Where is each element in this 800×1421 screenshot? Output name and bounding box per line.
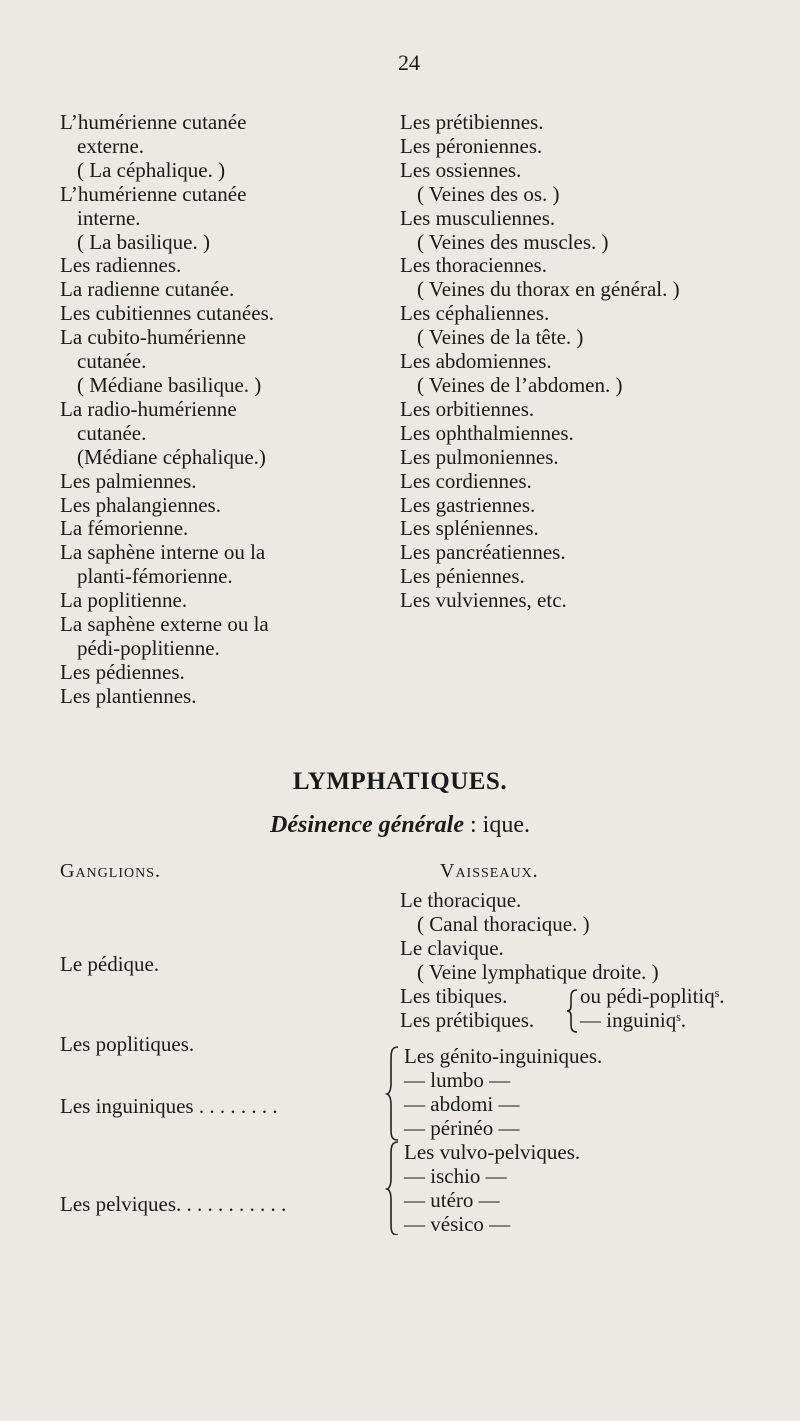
text-line: Les péroniennes. — [400, 133, 543, 158]
text-line: cutanée. — [77, 349, 147, 374]
text-line: ( La céphalique. ) — [77, 157, 226, 182]
text-line: (Médiane céphalique.) — [77, 444, 266, 469]
text-line: ( Veines de l’abdomen. ) — [417, 372, 623, 397]
section-title-lymphatiques: LYMPHATIQUES. — [292, 768, 508, 795]
right-column — [400, 111, 800, 613]
text-line: ( Veines du thorax en général. ) — [417, 277, 680, 302]
text-line: Les orbitiennes. — [400, 396, 535, 421]
text-line: La fémorienne. — [60, 516, 189, 541]
text-line: Les vulviennes, etc. — [400, 588, 567, 613]
inguinaux-vessels — [404, 1045, 602, 1141]
text-line: Les palmiennes. — [60, 468, 197, 493]
text-line: interne. — [77, 205, 141, 230]
pelviques-vessels — [404, 1141, 580, 1237]
text-line: ( Veine lymphatique droite. ) — [417, 959, 659, 984]
text-line: La cubito-humérienne — [60, 325, 247, 350]
text-line: Les péniennes. — [400, 564, 525, 589]
text-line: Les phalangiennes. — [60, 492, 221, 517]
text-line: Les céphaliennes. — [400, 301, 550, 326]
vaisseaux-header: Vaisseaux. — [440, 860, 539, 882]
text-line: Les plantiennes. — [60, 683, 197, 708]
ganglion-poplitiques: Les poplitiques. — [60, 1032, 195, 1056]
text-line: Les thoraciennes. — [400, 253, 547, 278]
text-line: ( Médiane basilique. ) — [77, 372, 262, 397]
text-line: Les cubitiennes cutanées. — [60, 301, 274, 326]
text-line: — lumbo — — [404, 1067, 511, 1092]
text-line: La saphène externe ou la — [60, 612, 269, 637]
text-line: Les pancréatiennes. — [400, 540, 566, 565]
text-line: ( Veines de la tête. ) — [417, 325, 584, 350]
text-line: L’humérienne cutanée — [60, 110, 247, 134]
tibiques-note: ou pédi-poplitiqˢ. — [580, 984, 725, 1008]
text-line: — ischio — — [404, 1163, 507, 1188]
text-line: Les ossiennes. — [400, 157, 522, 182]
desinence-value: : ique. — [463, 812, 530, 838]
text-line: Les pédiennes. — [60, 659, 185, 684]
text-line: — vésico — — [404, 1211, 511, 1236]
text-line: Les musculiennes. — [400, 205, 556, 230]
text-line: Les vulvo-pelviques. — [404, 1140, 581, 1164]
text-line: La saphène interne ou la — [60, 540, 266, 565]
text-line: La radienne cutanée. — [60, 277, 235, 302]
text-line: Le thoracique. — [400, 888, 522, 912]
desinence-line — [0, 812, 800, 839]
text-line: Les pulmoniennes. — [400, 444, 559, 469]
text-line: Les cordiennes. — [400, 468, 532, 493]
ganglion-inguinaux: Les inguiniques . . . . . . . . — [60, 1094, 278, 1118]
tibiques-label: Les tibiques. — [400, 984, 508, 1008]
text-line: Les prétibiennes. — [400, 110, 544, 134]
text-line: La poplitienne. — [60, 588, 188, 613]
text-line: Les abdomiennes. — [400, 349, 552, 374]
text-line: Les ophthalmiennes. — [400, 420, 574, 445]
text-line: ( Canal thoracique. ) — [417, 911, 590, 936]
ganglions-header: Ganglions. — [60, 860, 161, 882]
text-line: Les gastriennes. — [400, 492, 536, 517]
text-line: pédi-poplitienne. — [77, 635, 220, 660]
page-number: 24 — [398, 50, 420, 75]
text-line: planti-fémorienne. — [77, 564, 233, 589]
text-line: ( Veines des muscles. ) — [417, 229, 609, 254]
small-brace-icon — [566, 988, 580, 1034]
ganglion-pelviques: Les pelviques. . . . . . . . . . . — [60, 1192, 287, 1216]
pretibiques-label: Les prétibiques. — [400, 1008, 535, 1032]
text-line: Les spléniennes. — [400, 516, 539, 541]
text-line: L’humérienne cutanée — [60, 181, 247, 206]
left-column — [60, 111, 380, 709]
vaisseaux-lines — [400, 889, 659, 985]
text-line: Le clavique. — [400, 935, 504, 960]
text-line: ( La basilique. ) — [77, 229, 210, 254]
text-line: cutanée. — [77, 420, 147, 445]
text-line: Les radiennes. — [60, 253, 182, 278]
pretibiques-note: — inguiniqˢ. — [580, 1008, 686, 1032]
text-line: Les génito-inguiniques. — [404, 1044, 603, 1068]
text-line: — utéro — — [404, 1187, 500, 1212]
desinence-label: Désinence générale — [270, 812, 464, 838]
text-line: ( Veines des os. ) — [417, 181, 560, 206]
brace-group-icon — [385, 1045, 401, 1235]
text-line: externe. — [77, 133, 145, 158]
text-line: La radio-humérienne — [60, 396, 237, 421]
ganglion-pedique: Le pédique. — [60, 952, 160, 976]
text-line: — abdomi — — [404, 1091, 520, 1116]
text-line: — périnéo — — [404, 1115, 520, 1140]
